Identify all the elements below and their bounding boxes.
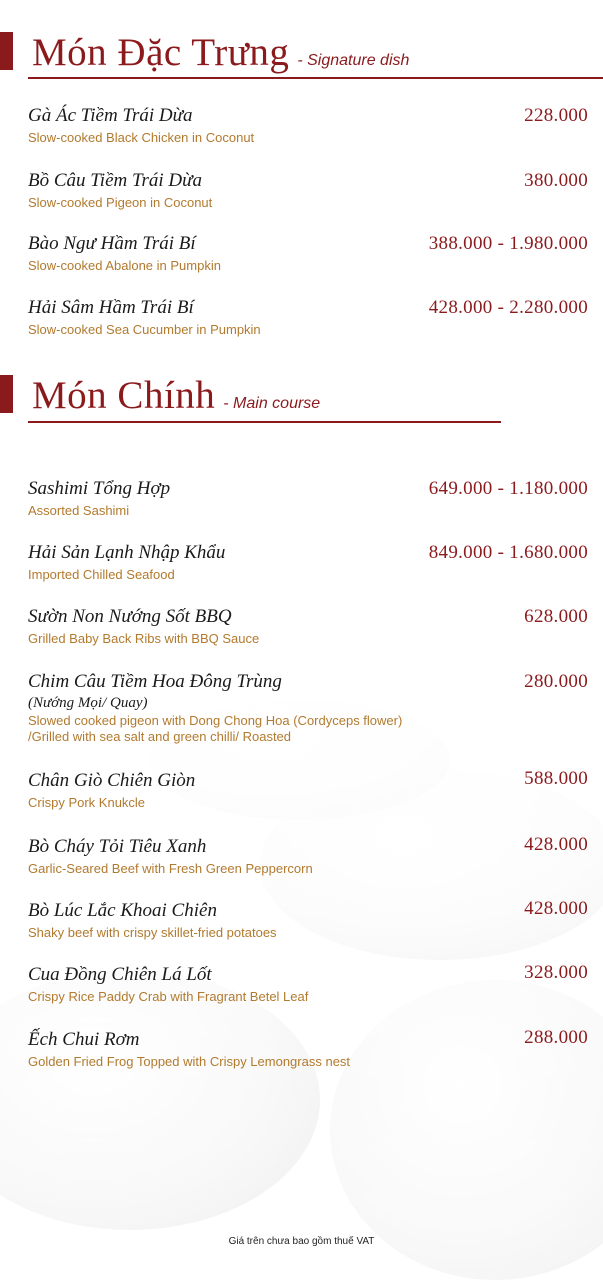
menu-item: Bò Cháy Tỏi Tiêu Xanh Garlic-Seared Beef with Fresh Green Peppercorn 428.000 (28, 834, 588, 876)
menu-item: Hải Sản Lạnh Nhập Khẩu Imported Chilled Seafood 849.000 - 1.680.000 (28, 542, 588, 582)
section-marker (0, 375, 13, 413)
menu-item: Sashimi Tổng Hợp Assorted Sashimi 649.000 - 1.180.000 (28, 478, 588, 518)
section-divider (28, 77, 603, 79)
menu-item: Chim Câu Tiềm Hoa Đông Trùng (Nướng Mọi/ Quay) Slowed cooked pigeon with Dong Chong Hoa (Cordyceps flower) /Grilled with sea salt and green chilli/ Roasted 280.000 (28, 671, 588, 744)
section-divider (28, 421, 501, 423)
menu-item: Bồ Câu Tiềm Trái Dừa Slow-cooked Pigeon in Coconut 380.000 (28, 170, 588, 210)
section-title-signature: Món Đặc Trưng - Signature dish (32, 31, 410, 74)
menu-item: Bào Ngư Hầm Trái Bí Slow-cooked Abalone in Pumpkin 388.000 - 1.980.000 (28, 233, 588, 273)
menu-item: Sườn Non Nướng Sốt BBQ Grilled Baby Back Ribs with BBQ Sauce 628.000 (28, 606, 588, 646)
menu-item: Gà Ác Tiềm Trái Dừa Slow-cooked Black Chicken in Coconut 228.000 (28, 105, 588, 145)
vat-note: Giá trên chưa bao gồm thuế VAT (228, 1236, 375, 1247)
section-marker (0, 32, 13, 70)
menu-item: Hải Sâm Hầm Trái Bí Slow-cooked Sea Cucumber in Pumpkin 428.000 - 2.280.000 (28, 297, 588, 337)
menu-item: Ếch Chui Rơm Golden Fried Frog Topped with Crispy Lemongrass nest 288.000 (28, 1027, 588, 1069)
section-title-main-course: Món Chính - Main course (32, 374, 321, 417)
menu-item: Chân Giò Chiên Giòn Crispy Pork Knukcle 588.000 (28, 768, 588, 810)
menu-item: Cua Đồng Chiên Lá Lốt Crispy Rice Paddy Crab with Fragrant Betel Leaf 328.000 (28, 962, 588, 1004)
menu-item: Bò Lúc Lắc Khoai Chiên Shaky beef with crispy skillet-fried potatoes 428.000 (28, 898, 588, 940)
